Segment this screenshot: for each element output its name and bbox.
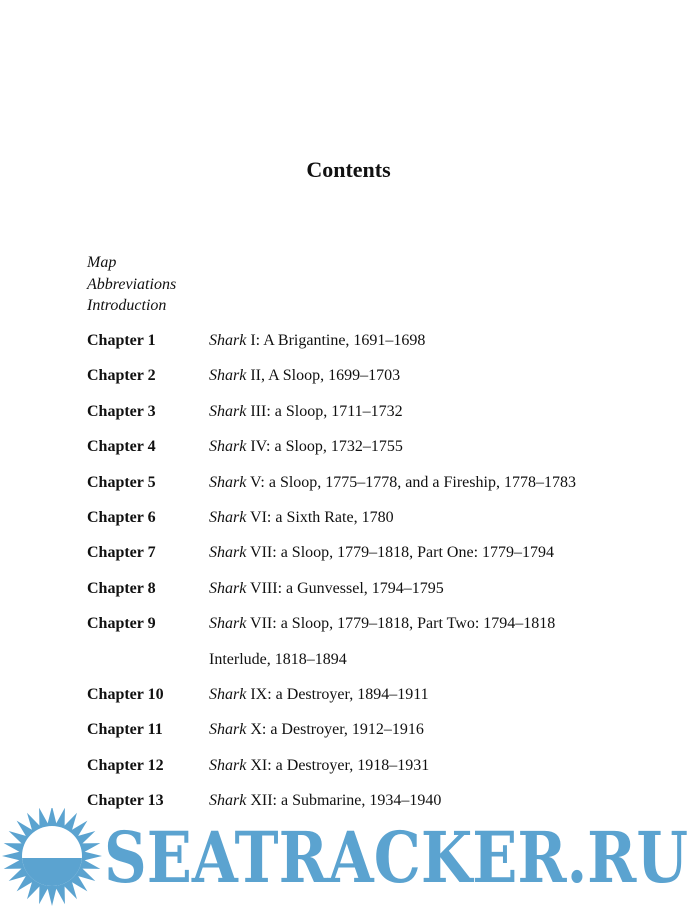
chapter-title — [209, 431, 403, 463]
watermark-text: SEATRACKER.RU — [104, 816, 688, 899]
toc-row-interlude[interactable] — [87, 644, 687, 679]
chapter-title — [209, 750, 429, 782]
chapter-title-text: VI: a Sixth Rate, 1780 — [246, 508, 394, 526]
ship-name: Shark — [209, 792, 247, 810]
toc-row[interactable] — [87, 325, 687, 360]
toc-row[interactable] — [87, 573, 687, 608]
chapter-label: Chapter 4 — [87, 438, 156, 456]
chapter-title-text: Interlude, 1818–1894 — [209, 650, 347, 668]
chapter-label: Chapter 1 — [87, 332, 156, 349]
toc-row[interactable] — [87, 750, 687, 785]
ship-name: Shark — [209, 579, 247, 597]
ship-name: Shark — [209, 367, 247, 385]
chapter-label: Chapter 11 — [87, 721, 163, 739]
chapter-title-text: IV: a Sloop, 1732–1755 — [246, 438, 403, 456]
toc-row[interactable] — [87, 608, 687, 643]
table-of-contents — [87, 325, 687, 820]
chapter-title — [209, 644, 347, 676]
toc-row[interactable] — [87, 502, 687, 537]
chapter-title-text: IX: a Destroyer, 1894–1911 — [246, 685, 429, 703]
chapter-title — [209, 537, 554, 569]
chapter-title-text: V: a Sloop, 1775–1778, and a Fireship, 1778–1783 — [246, 473, 576, 491]
chapter-label: Chapter 2 — [87, 367, 156, 385]
ship-name: Shark — [209, 473, 247, 491]
chapter-title-text: X: a Destroyer, 1912–1916 — [246, 721, 424, 739]
toc-row[interactable] — [87, 714, 687, 749]
chapter-title — [209, 608, 555, 640]
page-title: Contents — [306, 157, 391, 182]
chapter-title — [209, 502, 394, 534]
chapter-title — [209, 573, 444, 605]
chapter-title-text: XII: a Submarine, 1934–1940 — [246, 792, 442, 810]
chapter-title — [209, 325, 425, 357]
chapter-title-text: III: a Sloop, 1711–1732 — [246, 402, 403, 420]
toc-row[interactable] — [87, 431, 687, 466]
chapter-label: Chapter 7 — [87, 544, 156, 562]
toc-row[interactable] — [87, 537, 687, 572]
chapter-title-text: VII: a Sloop, 1779–1818, Part One: 1779–1794 — [246, 544, 555, 562]
chapter-title — [209, 360, 400, 392]
chapter-label: Chapter 3 — [87, 402, 156, 420]
ship-name: Shark — [209, 438, 247, 456]
chapter-label: Chapter 13 — [87, 792, 164, 810]
toc-row[interactable] — [87, 360, 687, 395]
chapter-label: Chapter 5 — [87, 473, 156, 491]
chapter-title-text: II, A Sloop, 1699–1703 — [246, 367, 401, 385]
chapter-title — [209, 679, 429, 711]
chapter-label: Chapter 10 — [87, 685, 164, 703]
front-matter-item-map[interactable]: Map — [87, 254, 117, 271]
chapter-title-text: XI: a Destroyer, 1918–1931 — [246, 756, 430, 774]
chapter-title-text: VIII: a Gunvessel, 1794–1795 — [246, 579, 444, 597]
front-matter-list — [87, 252, 176, 317]
toc-row[interactable] — [87, 396, 687, 431]
ship-name: Shark — [209, 508, 247, 526]
chapter-title-text: VII: a Sloop, 1779–1818, Part Two: 1794–1818 — [246, 615, 556, 633]
ship-name: Shark — [209, 756, 247, 774]
chapter-label: Chapter 12 — [87, 756, 164, 774]
watermark — [0, 808, 697, 908]
ship-name: Shark — [209, 332, 247, 349]
front-matter-item-introduction[interactable]: Introduction — [87, 297, 167, 314]
ship-name: Shark — [209, 402, 247, 420]
chapter-title-text: I: A Brigantine, 1691–1698 — [246, 332, 426, 349]
chapter-title — [209, 714, 424, 746]
toc-row[interactable] — [87, 467, 687, 502]
chapter-title — [209, 467, 576, 499]
ship-name: Shark — [209, 685, 247, 703]
toc-row[interactable] — [87, 679, 687, 714]
chapter-label: Chapter 9 — [87, 615, 156, 633]
ship-name: Shark — [209, 721, 247, 739]
ship-name: Shark — [209, 544, 247, 562]
chapter-label: Chapter 6 — [87, 508, 156, 526]
front-matter-item-abbreviations[interactable]: Abbreviations — [87, 275, 177, 293]
chapter-title — [209, 396, 403, 428]
chapter-label: Chapter 8 — [87, 579, 156, 597]
ship-name: Shark — [209, 615, 247, 633]
sun-logo-icon — [2, 808, 102, 906]
